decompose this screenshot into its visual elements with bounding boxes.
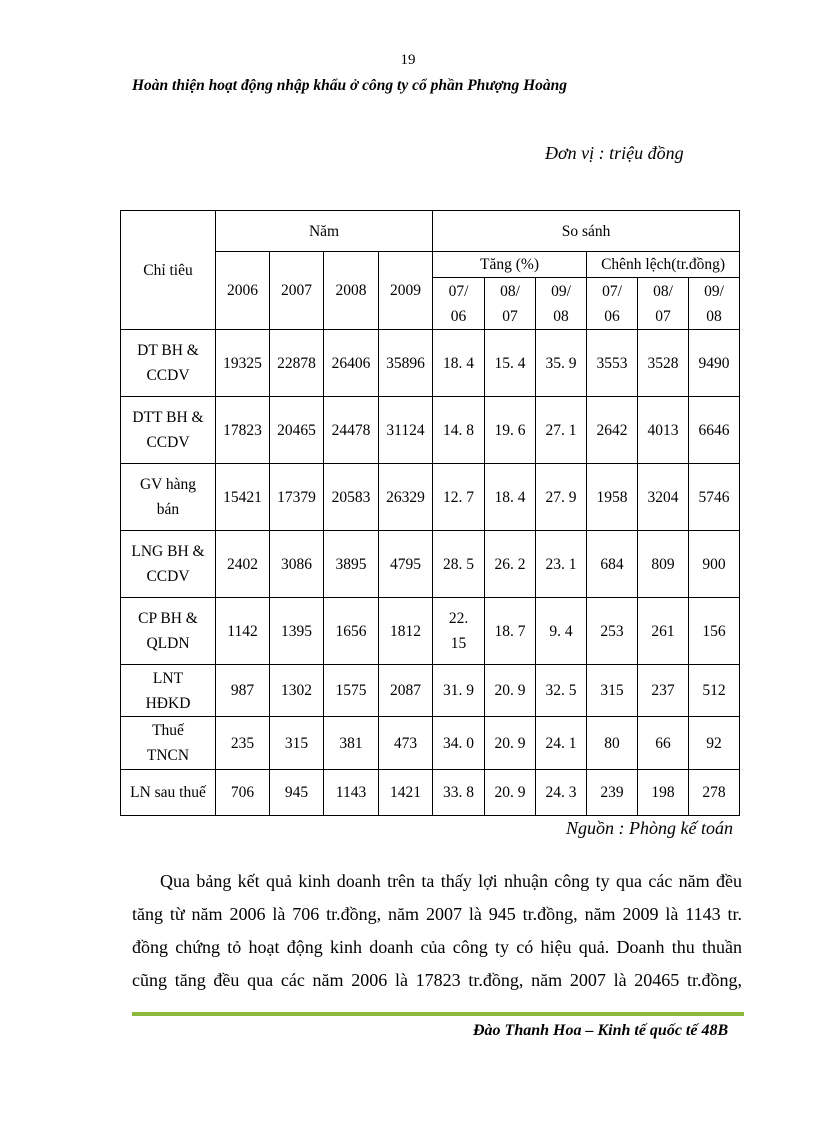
period-line: 08/ xyxy=(500,282,520,300)
table-cell: 35896 xyxy=(379,330,433,397)
table-cell: 19. 6 xyxy=(485,397,536,464)
row-label-line: HĐKD xyxy=(145,694,191,712)
table-cell: 239 xyxy=(587,770,638,816)
table-cell: 3553 xyxy=(587,330,638,397)
footer-rule xyxy=(132,1012,744,1016)
table-cell: 2402 xyxy=(216,531,270,598)
header-diff: Chênh lệch(tr.đồng) xyxy=(587,252,740,278)
table-cell: 3895 xyxy=(324,531,379,598)
table-cell: 3086 xyxy=(270,531,324,598)
table-cell: 27. 1 xyxy=(536,397,587,464)
row-label-line: QLDN xyxy=(146,635,190,652)
table-cell: 706 xyxy=(216,770,270,816)
header-period xyxy=(689,278,740,330)
table-row xyxy=(121,770,740,816)
table-cell: 31. 9 xyxy=(433,665,485,717)
row-label xyxy=(121,770,216,816)
table-cell: 9. 4 xyxy=(536,598,587,665)
table-cell: 35. 9 xyxy=(536,330,587,397)
header-year: 2008 xyxy=(324,252,379,330)
header-year: 2006 xyxy=(216,252,270,330)
table-cell: 2642 xyxy=(587,397,638,464)
table-cell: 1421 xyxy=(379,770,433,816)
table-cell: 945 xyxy=(270,770,324,816)
table-cell: 315 xyxy=(270,717,324,770)
table-cell: 381 xyxy=(324,717,379,770)
table-cell: 1395 xyxy=(270,598,324,665)
table-cell: 2087 xyxy=(379,665,433,717)
table-row xyxy=(121,464,740,531)
table-cell: 1575 xyxy=(324,665,379,717)
header-corner: Chỉ tiêu xyxy=(121,211,216,330)
source-note: Nguồn : Phòng kế toán xyxy=(566,818,733,838)
row-label xyxy=(121,464,216,531)
table-cell: 24478 xyxy=(324,397,379,464)
table-cell: 24. 3 xyxy=(536,770,587,816)
table-cell: 17823 xyxy=(216,397,270,464)
period-line: 07/ xyxy=(448,282,469,300)
table-cell: 14. 8 xyxy=(433,397,485,464)
row-label xyxy=(121,665,216,717)
table-cell: 26. 2 xyxy=(485,531,536,598)
paragraph-line: tăng từ năm 2006 là 706 tr.đồng, năm 2007 là 945 tr.đồng, năm 2009 là 1143 tr. xyxy=(132,904,742,924)
row-label xyxy=(121,531,216,598)
table-cell: 34. 0 xyxy=(433,717,485,770)
row-label-line: bán xyxy=(156,501,180,518)
table-cell: 66 xyxy=(638,717,689,770)
table-cell: 261 xyxy=(638,598,689,665)
table-cell: 23. 1 xyxy=(536,531,587,598)
table-cell: 22. 15 xyxy=(433,598,485,665)
table-cell: 235 xyxy=(216,717,270,770)
header-period xyxy=(485,278,536,330)
header-year: 2009 xyxy=(379,252,433,330)
table-cell: 315 xyxy=(587,665,638,717)
row-label xyxy=(121,717,216,770)
table-row xyxy=(121,397,740,464)
table-cell: 20465 xyxy=(270,397,324,464)
period-line: 07 xyxy=(502,307,518,325)
header-period xyxy=(536,278,587,330)
table-cell: 19325 xyxy=(216,330,270,397)
unit-label: Đơn vị : triệu đồng xyxy=(545,143,684,163)
table-cell: 33. 8 xyxy=(433,770,485,816)
row-label-line: CP BH & xyxy=(138,610,198,627)
table-cell: 1958 xyxy=(587,464,638,531)
period-line: 07 xyxy=(655,307,671,325)
header-period xyxy=(638,278,689,330)
table-cell: 26406 xyxy=(324,330,379,397)
table-cell: 26329 xyxy=(379,464,433,531)
table-cell: 473 xyxy=(379,717,433,770)
paragraph-line: đồng chứng tỏ hoạt động kinh doanh của công ty có hiệu quả. Doanh thu thuần xyxy=(132,937,742,957)
row-label-line: TNCN xyxy=(146,747,190,764)
table-cell: 5746 xyxy=(689,464,740,531)
row-label-line: CCDV xyxy=(146,434,190,451)
table-cell: 684 xyxy=(587,531,638,598)
row-label-line: GV hàng xyxy=(139,476,197,493)
header-year-group: Năm xyxy=(216,211,433,252)
table-cell: 987 xyxy=(216,665,270,717)
row-label-line: LNT xyxy=(152,669,184,687)
table-cell: 1656 xyxy=(324,598,379,665)
period-line: 09/ xyxy=(551,282,571,300)
table-cell: 20. 9 xyxy=(485,770,536,816)
body-paragraph xyxy=(132,865,742,997)
table-cell: 1143 xyxy=(324,770,379,816)
table-cell: 92 xyxy=(689,717,740,770)
table-cell: 20583 xyxy=(324,464,379,531)
table-cell: 4795 xyxy=(379,531,433,598)
table-row xyxy=(121,665,740,717)
header-period xyxy=(433,278,485,330)
table-row xyxy=(121,717,740,770)
table-row xyxy=(121,330,740,397)
table-cell: 15. 4 xyxy=(485,330,536,397)
table-cell: 20. 9 xyxy=(485,717,536,770)
table-cell: 15421 xyxy=(216,464,270,531)
table-row xyxy=(121,531,740,598)
table-cell: 512 xyxy=(689,665,740,717)
table-cell: 18. 7 xyxy=(485,598,536,665)
row-label xyxy=(121,330,216,397)
footer-author: Đào Thanh Hoa – Kinh tế quốc tế 48B xyxy=(473,1022,729,1039)
period-line: 08/ xyxy=(653,282,673,300)
period-line: 06 xyxy=(604,307,620,325)
table-cell: 156 xyxy=(689,598,740,665)
table-cell: 20. 9 xyxy=(485,665,536,717)
table-cell: 1812 xyxy=(379,598,433,665)
paragraph-line: cũng tăng đều qua các năm 2006 là 17823 tr.đồng, năm 2007 là 20465 tr.đồng, xyxy=(132,970,742,990)
period-line: 08 xyxy=(706,307,722,325)
table-cell: 3204 xyxy=(638,464,689,531)
table-cell: 9490 xyxy=(689,330,740,397)
table-cell: 3528 xyxy=(638,330,689,397)
period-line: 09/ xyxy=(704,282,724,300)
table-cell: 278 xyxy=(689,770,740,816)
period-line: 07/ xyxy=(602,282,622,300)
header-increase: Tăng (%) xyxy=(433,252,587,278)
table-cell: 4013 xyxy=(638,397,689,464)
table-cell: 18. 4 xyxy=(485,464,536,531)
table-cell: 27. 9 xyxy=(536,464,587,531)
period-line: 08 xyxy=(553,307,569,325)
row-label-line: DTT BH & xyxy=(132,409,204,426)
table-cell: 900 xyxy=(689,531,740,598)
table-cell: 12. 7 xyxy=(433,464,485,531)
table-cell: 198 xyxy=(638,770,689,816)
row-label-line: Thuế xyxy=(152,722,184,739)
table-cell: 1302 xyxy=(270,665,324,717)
row-label-line: CCDV xyxy=(146,367,190,384)
table-cell: 22878 xyxy=(270,330,324,397)
table-cell: 28. 5 xyxy=(433,531,485,598)
row-label-line: CCDV xyxy=(146,568,190,585)
page-number: 19 xyxy=(400,52,416,68)
table-cell: 253 xyxy=(587,598,638,665)
table-cell: 17379 xyxy=(270,464,324,531)
table-cell: 24. 1 xyxy=(536,717,587,770)
row-label-line: LN sau thuế xyxy=(130,784,206,801)
table-cell: 31124 xyxy=(379,397,433,464)
table-cell: 1142 xyxy=(216,598,270,665)
header-title: Hoàn thiện hoạt động nhập khẩu ở công ty cổ phần Phượng Hoàng xyxy=(132,77,568,94)
header-period xyxy=(587,278,638,330)
table-cell: 237 xyxy=(638,665,689,717)
row-label-line: LNG BH & xyxy=(131,543,205,560)
table-cell: 32. 5 xyxy=(536,665,587,717)
results-table xyxy=(120,210,740,816)
table-row xyxy=(121,598,740,665)
paragraph-line: Qua bảng kết quả kinh doanh trên ta thấy lợi nhuận công ty qua các năm đều xyxy=(160,871,742,891)
row-label xyxy=(121,598,216,665)
table-cell: 809 xyxy=(638,531,689,598)
table-cell: 6646 xyxy=(689,397,740,464)
period-line: 06 xyxy=(450,307,467,325)
header-compare-group: So sánh xyxy=(433,211,740,252)
table-cell: 80 xyxy=(587,717,638,770)
row-label xyxy=(121,397,216,464)
table-cell: 18. 4 xyxy=(433,330,485,397)
row-label-line: DT BH & xyxy=(137,342,199,359)
header-year: 2007 xyxy=(270,252,324,330)
